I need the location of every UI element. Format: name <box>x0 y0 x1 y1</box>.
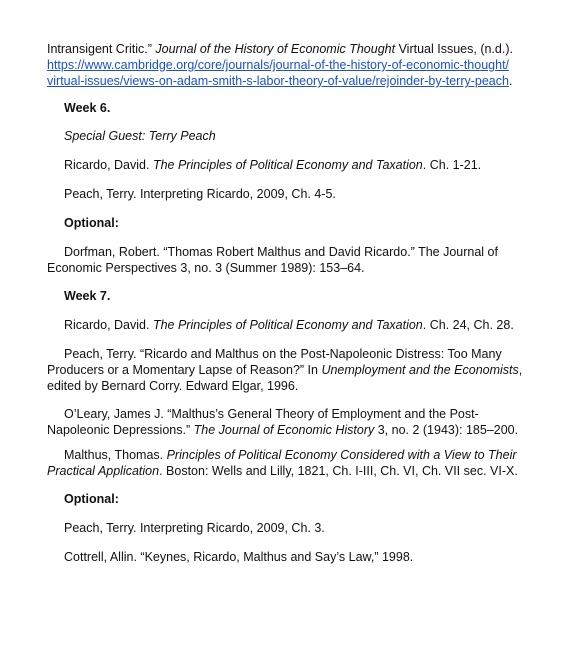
reading-oleary-journal: The Journal of Economic History <box>193 423 375 437</box>
citation-link-line1[interactable]: https://www.cambridge.org/core/journals/journal-of-the-history-of-economic-thought/ <box>47 58 510 72</box>
intro-prefix: Intransigent Critic.” <box>47 42 156 56</box>
reading-dorfman <box>47 244 538 276</box>
reading-dorfman-line1: Dorfman, Robert. “Thomas Robert Malthus and David Ricardo.” The Journal of <box>64 245 498 259</box>
reading-oleary-line2-post: 3, no. 2 (1943): 185–200. <box>374 423 519 437</box>
week-7-heading: Week 7. <box>64 289 111 303</box>
reading-rest: . Ch. 1-21. <box>422 158 482 172</box>
reading-malthus-title-part1: Principles of Political Economy Considered with a View to Their <box>166 448 517 462</box>
special-guest-text: Special Guest: Terry Peach <box>64 129 216 143</box>
intro-suffix: Virtual Issues, (n.d.). <box>395 42 513 56</box>
reading-oleary-line2-pre: Napoleonic Depressions.” <box>47 423 194 437</box>
reading-malthus-line1-pre: Malthus, Thomas. <box>64 448 167 462</box>
citation-link-line2[interactable]: virtual-issues/views-on-adam-smith-s-labor-theory-of-value/rejoinder-by-terry-peach <box>47 74 509 88</box>
reading-malthus-line2-post: . Boston: Wells and Lilly, 1821, Ch. I-III, Ch. VI, Ch. VII sec. VI-X. <box>159 464 518 478</box>
week-6-heading: Week 6. <box>64 101 111 115</box>
reading-peach-ricardo-malthus <box>47 346 538 394</box>
reading-title: The Principles of Political Economy and Taxation <box>152 318 423 332</box>
week-6-optional-heading: Optional: <box>64 216 119 230</box>
reading-oleary <box>47 406 538 438</box>
reading-peach-line2-pre: Producers or a Momentary Lapse of Reason?” In <box>47 363 322 377</box>
week-7-optional-heading: Optional: <box>64 492 119 506</box>
reading-peach-line3: edited by Bernard Corry. Edward Elgar, 1996. <box>47 379 299 393</box>
reading-peach-interpreting: Peach, Terry. Interpreting Ricardo, 2009, Ch. 4-5. <box>64 187 336 201</box>
intro-url-end: . <box>508 74 513 88</box>
reading-author: Ricardo, David. <box>64 318 153 332</box>
special-guest <box>64 128 538 144</box>
reading-peach-book-title: Unemployment and the Economists <box>321 363 519 377</box>
reading-ricardo-principles <box>64 157 538 173</box>
reading-malthus <box>47 447 538 479</box>
reading-malthus-title-part2: Practical Application <box>47 464 160 478</box>
reading-title: The Principles of Political Economy and Taxation <box>152 158 423 172</box>
reading-author: Ricardo, David. <box>64 158 153 172</box>
reading-peach-interpreting-ch3: Peach, Terry. Interpreting Ricardo, 2009, Ch. 3. <box>64 521 325 535</box>
citation-link[interactable] <box>47 58 509 88</box>
reading-peach-line1: Peach, Terry. “Ricardo and Malthus on the Post-Napoleonic Distress: Too Many <box>64 347 502 361</box>
reading-dorfman-line2: Economic Perspectives 3, no. 3 (Summer 1989): 153–64. <box>47 261 365 275</box>
intro-citation <box>47 41 538 89</box>
intro-journal: Journal of the History of Economic Thought <box>155 42 396 56</box>
reading-oleary-line1: O’Leary, James J. “Malthus’s General Theory of Employment and the Post- <box>64 407 479 421</box>
reading-rest: . Ch. 24, Ch. 28. <box>422 318 514 332</box>
reading-peach-line2-post: , <box>518 363 523 377</box>
reading-cottrell: Cottrell, Allin. “Keynes, Ricardo, Malthus and Say’s Law,” 1998. <box>64 550 414 564</box>
reading-ricardo-principles-wk7 <box>64 317 538 333</box>
